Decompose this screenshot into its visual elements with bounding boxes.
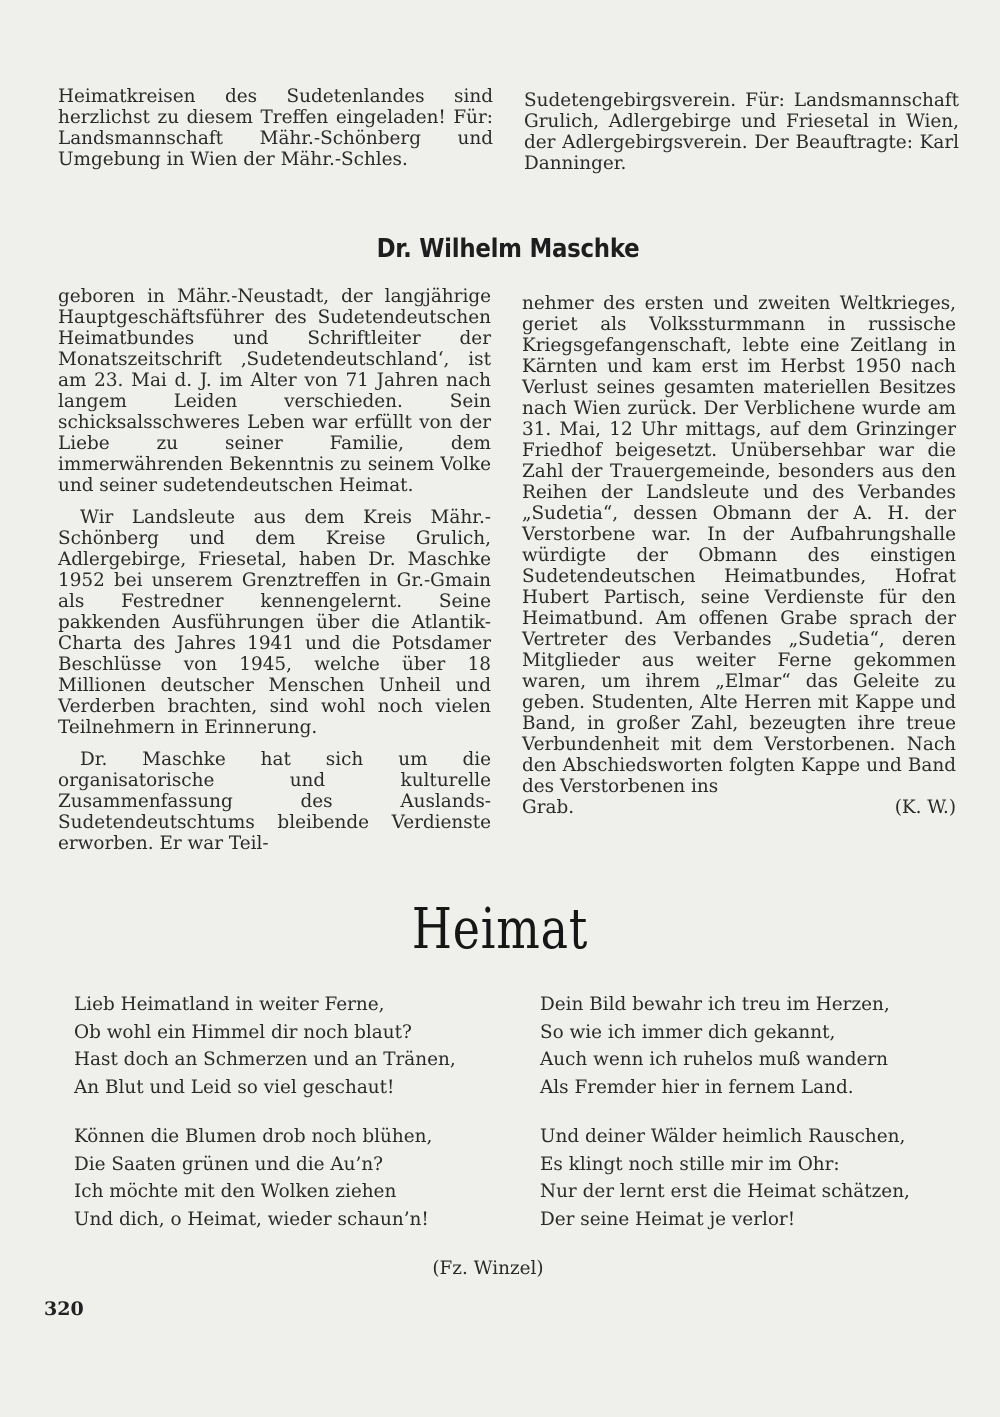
obituary-paragraph-3: Dr. Maschke hat sich um die organisatorische und kulturelle Zusammenfassung des Auslands-Sudetendeutschtums bleibende Verdienste erworben. Er war Teil- — [58, 749, 491, 854]
obituary-signature: (K. W.) — [894, 797, 956, 818]
poem-line: Auch wenn ich ruhelos muß wandern — [540, 1049, 889, 1070]
poem-line: Und dich, o Heimat, wieder schaun’n! — [74, 1208, 429, 1230]
obituary-last-word: Grab. — [522, 797, 575, 818]
obituary-title: Dr. Wilhelm Maschke — [376, 234, 640, 264]
poem-line: Ob wohl ein Himmel dir noch blaut? — [74, 1021, 412, 1043]
poem-line: Es klingt noch stille mir im Ohr: — [540, 1153, 840, 1175]
poem-line: Die Saaten grünen und die Au’n? — [74, 1153, 384, 1175]
obituary-column-right — [522, 293, 956, 818]
obituary-closing-line — [522, 797, 956, 818]
poem-stanza — [74, 1123, 432, 1233]
obituary-column-left — [58, 286, 491, 854]
previous-article-column-right — [524, 90, 959, 174]
poem-line: So wie ich immer dich gekannt, — [540, 1021, 836, 1043]
previous-article-text-right: Sudetengebirgsverein. Für: Landsmannschaft Grulich, Adlergebirge und Friesetal in Wien, der Adlergebirgsverein. Der Beauftragte: Karl Danninger. — [524, 90, 959, 174]
obituary-paragraph-4: nehmer des ersten und zweiten Weltkrieges, geriet als Volkssturmmann in russische Kriegsgefangenschaft, lebte eine Zeitlang in Kärnten und kam erst im Herbst 1950 nach Verlust seines gesamten materiellen Besitzes nach Wien zurück. Der Verblichene wurde am 31. Mai, 12 Uhr mittags, auf dem Grinzinger Friedhof beigesetzt. Unübersehbar war die Zahl der Trauergemeinde, besonders aus den Reihen der Landsleute und des Verbandes „Sudetia“, dessen Obmann der A. H. der Verstorbene war. In der Aufbahrungshalle würdigte der Obmann des einstigen Sudetendeutschen Heimatbundes, Hofrat Hubert Partisch, seine Verdienste für den Heimatbund. Am offenen Grabe sprach der Vertreter des Verbandes „Sudetia“, deren Mitglieder aus weiter Ferne gekommen waren, um ihrem „Elmar“ das Geleite zu geben. Studenten, Alte Herren mit Kappe und Band, in großer Zahl, bezeugten ihre treue Verbundenheit mit dem Verstorbenen. Nach den Abschiedsworten folgten Kappe und Band des Verstorbenen ins — [522, 293, 956, 797]
poem-line: Der seine Heimat je verlor! — [540, 1208, 796, 1230]
poem-line: Hast doch an Schmerzen und an Tränen, — [74, 1049, 456, 1070]
poem-title: Heimat — [411, 897, 589, 962]
poem-line: Als Fremder hier in fernem Land. — [540, 1076, 854, 1098]
obituary-paragraph-1: geboren in Mähr.-Neustadt, der langjährige Hauptgeschäftsführer des Sudetendeutschen Heimatbundes und Schriftleiter der Monatszeitschrift ‚Sudetendeutschland‘, ist am 23. Mai d. J. im Alter von 71 Jahren nach langem Leiden verschieden. Sein schicksalsschweres Leben war erfüllt von der Liebe zu seiner Familie, dem immerwährenden Bekenntnis zu seinem Volke und seiner sudetendeutschen Heimat. — [58, 286, 491, 496]
poem-line: Und deiner Wälder heimlich Rauschen, — [540, 1126, 906, 1147]
poem-line: Ich möchte mit den Wolken ziehen — [74, 1181, 397, 1202]
poem-line: An Blut und Leid so viel geschaut! — [74, 1076, 395, 1098]
poem-author: (Fz. Winzel) — [432, 1258, 544, 1279]
page-number: 320 — [44, 1298, 84, 1320]
poem-stanza — [540, 991, 890, 1101]
poem-line: Nur der lernt erst die Heimat schätzen, — [540, 1181, 910, 1202]
poem-line: Dein Bild bewahr ich treu im Herzen, — [540, 994, 890, 1015]
previous-article-text-left: Heimatkreisen des Sudetenlandes sind herzlichst zu diesem Treffen eingeladen! Für: Landsmannschaft Mähr.-Schönberg und Umgebung in Wien der Mähr.-Schles. — [58, 86, 493, 170]
poem-line: Können die Blumen drob noch blühen, — [74, 1126, 433, 1147]
obituary-paragraph-2: Wir Landsleute aus dem Kreis Mähr.-Schönberg und dem Kreise Grulich, Adlergebirge, Friesetal, haben Dr. Maschke 1952 bei unserem Grenztreffen in Gr.-Gmain als Festredner kennengelernt. Seine pakkenden Ausführungen über die Atlantik-Charta des Jahres 1941 und die Potsdamer Beschlüsse von 1945, welche über 18 Millionen deutscher Menschen Unheil und Verderben brachten, sind wohl noch vielen Teilnehmern in Erinnerung. — [58, 507, 491, 738]
poem-stanza — [540, 1123, 910, 1233]
poem-stanza — [74, 991, 456, 1101]
poem-line: Lieb Heimatland in weiter Ferne, — [74, 994, 385, 1015]
previous-article-column-left — [58, 86, 493, 170]
